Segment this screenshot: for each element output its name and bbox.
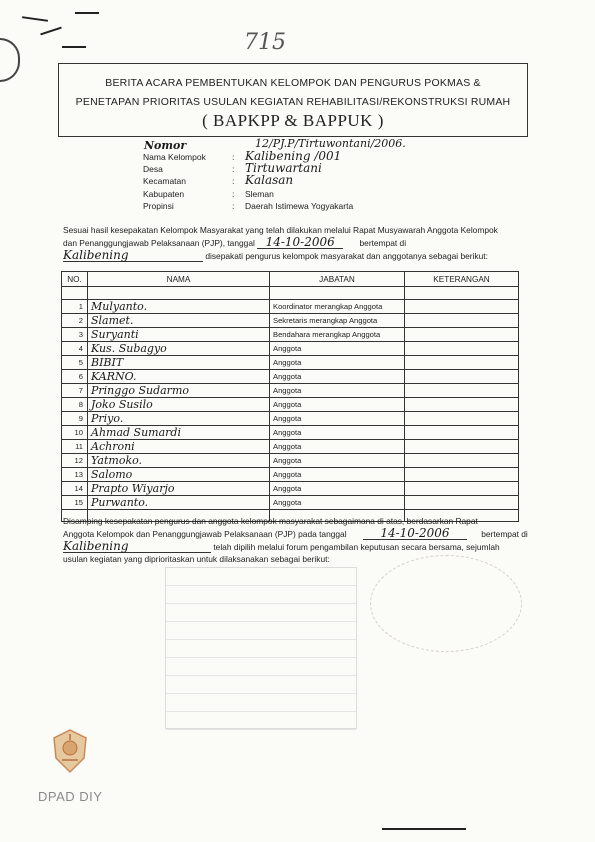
row-nama-text: Suryanti xyxy=(91,327,139,341)
row-nama-text: KARNO. xyxy=(91,369,137,383)
row-nama xyxy=(88,397,270,411)
field-label-desa: Desa xyxy=(143,164,163,174)
paragraph-2-place: Kalibening xyxy=(63,540,211,553)
table-header-row xyxy=(62,272,519,287)
row-nama-text: Joko Susilo xyxy=(91,397,153,411)
row-keterangan xyxy=(405,299,519,313)
corner-mark-1 xyxy=(22,16,48,22)
row-no: 4 xyxy=(62,341,88,355)
row-no: 7 xyxy=(62,383,88,397)
row-no: 1 xyxy=(62,299,88,313)
field-value-kabupaten: Sleman xyxy=(245,189,274,199)
row-no: 14 xyxy=(62,481,88,495)
row-keterangan xyxy=(405,495,519,509)
row-keterangan xyxy=(405,355,519,369)
table-row xyxy=(62,327,519,341)
row-nama-text: Kus. Subagyo xyxy=(91,341,167,355)
row-jabatan: Sekretaris merangkap Anggota xyxy=(270,313,405,327)
row-jabatan: Anggota xyxy=(270,495,405,509)
row-keterangan xyxy=(405,313,519,327)
header-keterangan: KETERANGAN xyxy=(405,272,519,287)
paragraph-1 xyxy=(63,224,523,262)
field-label-kabupaten: Kabupaten xyxy=(143,189,185,199)
row-nama xyxy=(88,383,270,397)
row-jabatan: Anggota xyxy=(270,439,405,453)
row-no: 15 xyxy=(62,495,88,509)
field-label-nama-kelompok: Nama Kelompok xyxy=(143,152,206,162)
row-no: 13 xyxy=(62,467,88,481)
row-nama-text: Pringgo Sudarmo xyxy=(91,383,189,397)
table-row xyxy=(62,313,519,327)
row-keterangan xyxy=(405,341,519,355)
row-nama xyxy=(88,453,270,467)
field-colon: : xyxy=(232,201,235,211)
bleed-through-stamp xyxy=(370,555,522,652)
corner-mark-3 xyxy=(75,12,99,14)
paragraph-1-line-1: Sesuai hasil kesepakatan Kelompok Masyarakat yang telah dilakukan melalui Rapat Musyawarah Anggota Kelompok xyxy=(63,225,498,235)
paragraph-2-line-4: usulan kegiatan yang diprioritaskan untuk dilaksanakan sebagai berikut: xyxy=(63,554,330,564)
paragraph-1-line-3-end: disepakati pengurus kelompok masyarakat dan anggotanya sebagai berikut: xyxy=(205,251,488,261)
row-jabatan: Anggota xyxy=(270,341,405,355)
row-nama xyxy=(88,355,270,369)
bleed-through-list xyxy=(165,567,357,729)
row-no: 9 xyxy=(62,411,88,425)
table-row xyxy=(62,397,519,411)
table-spacer-row xyxy=(62,287,519,300)
paragraph-1-line-2-end: bertempat di xyxy=(359,238,407,248)
row-nama xyxy=(88,481,270,495)
header-jabatan: JABATAN xyxy=(270,272,405,287)
row-jabatan: Anggota xyxy=(270,383,405,397)
header-no: NO. xyxy=(62,272,88,287)
field-value-kecamatan: Kalasan xyxy=(245,173,294,187)
row-nama xyxy=(88,467,270,481)
row-jabatan: Bendahara merangkap Anggota xyxy=(270,327,405,341)
corner-mark-4 xyxy=(62,46,86,48)
bottom-rule xyxy=(382,828,466,830)
table-row xyxy=(62,299,519,313)
row-nama xyxy=(88,299,270,313)
paragraph-2-line-2 xyxy=(63,526,528,540)
paragraph-2-line-1: Disamping kesepakatan pengurus dan anggota kelompok masyarakat sebagaimana di atas, berdasarkan Rapat xyxy=(63,516,478,526)
row-jabatan: Anggota xyxy=(270,411,405,425)
field-colon: : xyxy=(232,176,235,186)
row-jabatan: Anggota xyxy=(270,425,405,439)
row-no: 6 xyxy=(62,369,88,383)
row-no: 3 xyxy=(62,327,88,341)
row-jabatan: Anggota xyxy=(270,467,405,481)
row-nama xyxy=(88,327,270,341)
row-keterangan xyxy=(405,481,519,495)
corner-mark-2 xyxy=(40,27,62,36)
row-no: 12 xyxy=(62,453,88,467)
row-nama xyxy=(88,369,270,383)
row-nama xyxy=(88,425,270,439)
row-no: 2 xyxy=(62,313,88,327)
row-keterangan xyxy=(405,369,519,383)
row-nama xyxy=(88,495,270,509)
table-row xyxy=(62,453,519,467)
row-keterangan xyxy=(405,411,519,425)
row-keterangan xyxy=(405,467,519,481)
dpad-emblem-icon xyxy=(50,728,90,774)
table-row xyxy=(62,355,519,369)
table-row xyxy=(62,481,519,495)
paragraph-2-line-2-start: Anggota Kelompok dan Penanggungjawab Pelaksanaan (PJP) pada tanggal xyxy=(63,529,347,539)
paragraph-2-line-3 xyxy=(63,540,523,553)
paragraph-1-date: 14-10-2006 xyxy=(257,236,343,249)
row-keterangan xyxy=(405,425,519,439)
paragraph-1-place: Kalibening xyxy=(63,249,203,262)
paragraph-2-date: 14-10-2006 xyxy=(363,527,467,540)
paragraph-2-line-2-end: bertempat di xyxy=(481,529,528,539)
row-jabatan: Anggota xyxy=(270,481,405,495)
row-keterangan xyxy=(405,327,519,341)
title-line-1: BERITA ACARA PEMBENTUKAN KELOMPOK DAN PENGURUS POKMAS & xyxy=(105,77,481,89)
row-nama xyxy=(88,411,270,425)
row-jabatan: Koordinator merangkap Anggota xyxy=(270,299,405,313)
table-row xyxy=(62,467,519,481)
row-nama xyxy=(88,341,270,355)
row-nama xyxy=(88,313,270,327)
nomor-label: Nomor xyxy=(144,139,187,152)
row-nama-text: Priyo. xyxy=(91,411,124,425)
field-colon: : xyxy=(232,164,235,174)
row-nama-text: Ahmad Sumardi xyxy=(91,425,181,439)
row-jabatan: Anggota xyxy=(270,453,405,467)
row-keterangan xyxy=(405,383,519,397)
watermark-text: DPAD DIY xyxy=(38,789,103,804)
paragraph-1-line-2 xyxy=(63,236,523,249)
field-value-desa: Tirtuwartani xyxy=(245,161,322,175)
field-value-propinsi: Daerah Istimewa Yogyakarta xyxy=(245,201,354,211)
row-no: 10 xyxy=(62,425,88,439)
paragraph-2-line-3-end: telah dipilih melalui forum pengambilan keputusan secara bersama, sejumlah xyxy=(213,542,500,552)
table-row xyxy=(62,341,519,355)
row-no: 11 xyxy=(62,439,88,453)
row-nama-text: Slamet. xyxy=(91,313,134,327)
row-nama-text: Purwanto. xyxy=(91,495,149,509)
field-colon: : xyxy=(232,152,235,162)
row-no: 8 xyxy=(62,397,88,411)
table-row xyxy=(62,425,519,439)
field-value-nama-kelompok: Kalibening /001 xyxy=(245,149,342,163)
members-table xyxy=(61,271,519,522)
row-nama-text: Achroni xyxy=(91,439,135,453)
table-row xyxy=(62,495,519,509)
table-row xyxy=(62,369,519,383)
row-nama-text: BIBIT xyxy=(91,355,124,369)
table-row xyxy=(62,439,519,453)
nomor-value: 12/PJ.P/Tirtuwontani/2006. xyxy=(255,137,406,150)
row-nama-text: Yatmoko. xyxy=(91,453,143,467)
row-jabatan: Anggota xyxy=(270,355,405,369)
row-keterangan xyxy=(405,439,519,453)
row-nama-text: Salomo xyxy=(91,467,133,481)
row-jabatan: Anggota xyxy=(270,369,405,383)
row-keterangan xyxy=(405,397,519,411)
field-colon: : xyxy=(232,189,235,199)
header-nama: NAMA xyxy=(88,272,270,287)
title-line-3: ( BAPKPP & BAPPUK ) xyxy=(202,111,384,130)
field-label-propinsi: Propinsi xyxy=(143,201,174,211)
title-box xyxy=(58,63,528,137)
row-no: 5 xyxy=(62,355,88,369)
row-nama xyxy=(88,439,270,453)
field-label-kecamatan: Kecamatan xyxy=(143,176,186,186)
title-line-2: PENETAPAN PRIORITAS USULAN KEGIATAN REHABILITASI/REKONSTRUKSI RUMAH xyxy=(75,96,511,108)
page-number: 715 xyxy=(244,30,286,55)
table-row xyxy=(62,411,519,425)
row-nama-text: Mulyanto. xyxy=(91,299,148,313)
paragraph-1-line-2-start: dan Penanggungjawab Pelaksanaan (PJP), tanggal xyxy=(63,238,255,248)
paragraph-1-line-3 xyxy=(63,249,523,262)
row-nama-text: Prapto Wiyarjo xyxy=(91,481,175,495)
row-keterangan xyxy=(405,453,519,467)
table-row xyxy=(62,383,519,397)
row-jabatan: Anggota xyxy=(270,397,405,411)
punch-hole-mark xyxy=(0,38,20,82)
